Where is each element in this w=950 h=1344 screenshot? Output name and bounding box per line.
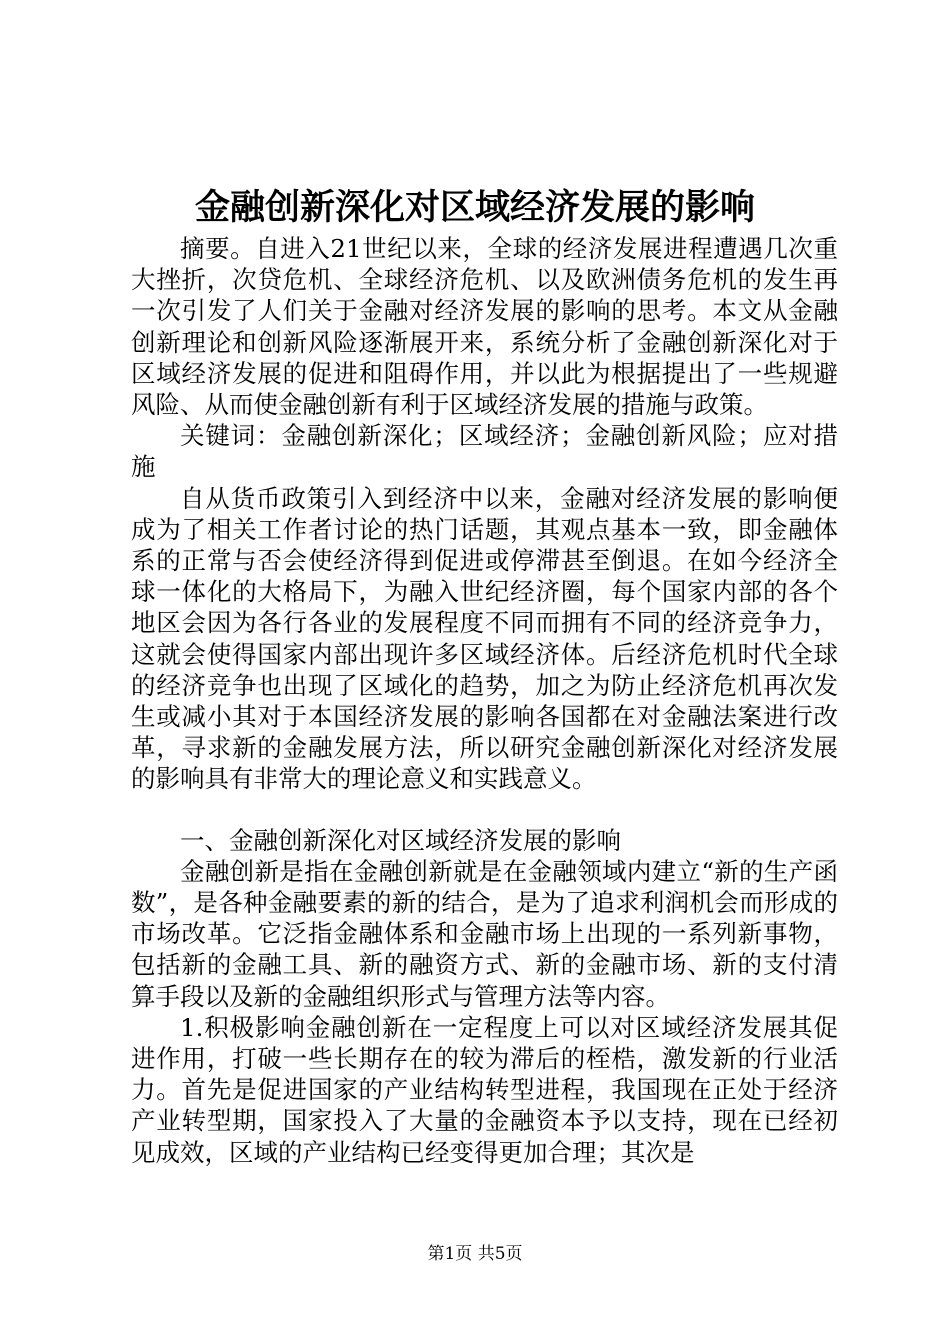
document-title: 金融创新深化对区域经济发展的影响 [194,187,755,228]
point-one-paragraph: 1.积极影响金融创新在一定程度上可以对区域经济发展其促进作用，打破一些长期存在的较为滞后的桎梏，激发新的行业活力。首先是促进国家的产业结构转型进程，我国现在正处于经济产业转型期，国家投入了大量的金融资本予以支持，现在已经初见成效，区域的产业结构已经变得更加合理；其次是 [131,1012,838,1167]
abstract-paragraph: 摘要。自进入21世纪以来，全球的经济发展进程遭遇几次重大挫折，次贷危机、全球经济危机、以及欧洲债务危机的发生再一次引发了人们关于金融对经济发展的影响的思考。本文从金融创新理论和创新风险逐渐展开来，系统分析了金融创新深化对于区域经济发展的促进和阻碍作用，并以此为根据提出了一些规避风险、从而使金融创新有利于区域经济发展的措施与政策。 [131,234,838,420]
keywords-paragraph: 关键词：金融创新深化；区域经济；金融创新风险；应对措施 [131,421,838,482]
document-body [131,233,838,1168]
paragraph-gap [131,795,838,825]
section-paragraph: 金融创新是指在金融创新就是在金融领域内建立“新的生产函数”，是各种金融要素的新的结合，是为了追求利润机会而形成的市场改革。它泛指金融体系和金融市场上出现的一系列新事物，包括新的金融工具、新的融资方式、新的金融市场、新的支付清算手段以及新的金融组织形式与管理方法等内容。 [131,856,838,1011]
section-heading: 一、金融创新深化对区域经济发展的影响 [180,825,621,855]
page-footer: 第1页 共5页 [427,1244,523,1264]
intro-paragraph: 自从货币政策引入到经济中以来，金融对经济发展的影响便成为了相关工作者讨论的热门话题，其观点基本一致，即金融体系的正常与否会使经济得到促进或停滞甚至倒退。在如今经济全球一体化的大格局下，为融入世纪经济圈，每个国家内部的各个地区会因为各行各业的发展程度不同而拥有不同的经济竞争力，这就会使得国家内部出现许多区域经济体。后经济危机时代全球的经济竞争也出现了区域化的趋势，加之为防止经济危机再次发生或减小其对于本国经济发展的影响各国都在对金融法案进行改革，寻求新的金融发展方法，所以研究金融创新深化对经济发展的影响具有非常大的理论意义和实践意义。 [131,483,838,794]
